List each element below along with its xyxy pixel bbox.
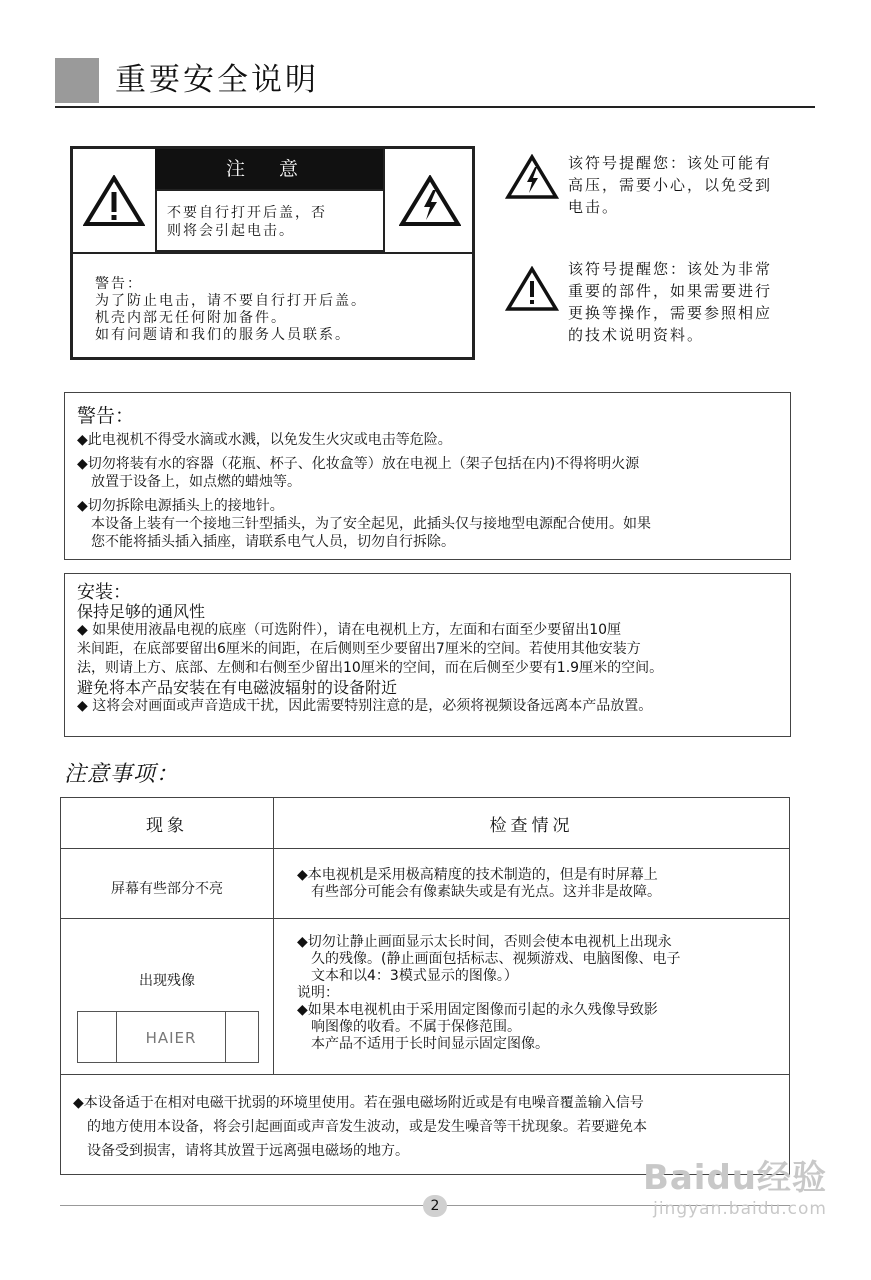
- warning-item-line: 您不能将插头插入插座，请联系电气人员，切勿自行拆除。: [91, 534, 455, 550]
- title-marker: [55, 58, 99, 103]
- table-header-phenomenon: 现象: [146, 816, 188, 836]
- caution-center-cell: [155, 149, 383, 252]
- warning-triangle-icon: [83, 175, 145, 227]
- table-cell-phenomenon: 屏幕有些部分不亮: [111, 881, 223, 897]
- warning-triangle-icon: [505, 266, 559, 312]
- caution-warning-line: 机壳内部无任何附加备件。: [95, 310, 287, 326]
- table-row-divider: [61, 1074, 789, 1075]
- caution-text: [155, 191, 383, 252]
- symbol-text-line: 该符号提醒您：该处为非常: [568, 260, 773, 278]
- table-cell-check: [297, 867, 661, 901]
- table-header-check: 检查情况: [489, 816, 574, 836]
- page-number: 2: [423, 1195, 447, 1217]
- check-line: 有些部分可能会有像素缺失或是有光点。这并非是故障。: [311, 884, 661, 900]
- watermark-brand: Baidu经验: [642, 1158, 827, 1198]
- install-line: 米间距，在底部要留出6厘米的间距，在后侧则至少要留出7厘米的空间。若使用其他安装方: [77, 641, 641, 657]
- high-voltage-icon: [505, 154, 559, 200]
- caution-text-line: 不要自行打开后盖，否: [167, 205, 327, 221]
- install-subheading: 保持足够的通风性: [77, 602, 206, 621]
- symbol-text-line: 更换等操作，需要参照相应: [568, 304, 773, 322]
- table-row-divider: [61, 918, 789, 919]
- warning-item-line: 本设备上装有一个接地三针型插头，为了安全起见，此插头仅与接地型电源配合使用。如果: [91, 516, 651, 532]
- table-footer-note: [73, 1091, 647, 1163]
- caution-box: [70, 146, 475, 360]
- symbol-important-text: [568, 258, 808, 346]
- symbol-important-explanation: [505, 258, 815, 348]
- footer-note-line: ◆本设备适于在相对电磁干扰弱的环境里使用。若在强电磁场附近或是有电噪音覆盖输入信号: [73, 1095, 644, 1111]
- footer-note-line: 的地方使用本设备，将会引起画面或声音发生波动，或是发生噪音等干扰现象。若要避免本: [87, 1119, 647, 1135]
- warning-item-line: ◆切勿拆除电源插头上的接地针。: [77, 498, 284, 514]
- warning-item: ◆此电视机不得受水滴或水溅，以免发生火灾或电击等危险。: [77, 432, 452, 448]
- warnings-list: [77, 431, 651, 557]
- watermark: [643, 1150, 827, 1219]
- title-divider: [55, 106, 815, 108]
- caution-right-cell: [383, 149, 474, 252]
- table-cell-check: [297, 934, 680, 1053]
- check-line: 久的残像。(静止画面包括标志、视频游戏、电脑图像、电子: [311, 951, 681, 967]
- symbol-text-line: 该符号提醒您：该处可能有: [568, 154, 773, 172]
- install-line: 法，则请上方、底部、左侧和右侧至少留出10厘米的空间，而在后侧至少要有1.9厘米的空间。: [77, 660, 664, 676]
- warning-item-line: 放置于设备上，如点燃的蜡烛等。: [91, 474, 301, 490]
- check-line: ◆如果本电视机由于采用固定图像而引起的永久残像导致影: [297, 1002, 658, 1018]
- check-line: 说明：: [297, 985, 339, 1001]
- high-voltage-icon: [399, 175, 461, 227]
- warning-item: [77, 497, 651, 551]
- check-line: 响图像的收看。不属于保修范围。: [311, 1019, 521, 1035]
- caution-left-cell: [73, 149, 157, 252]
- ghost-image-illustration: [77, 1011, 259, 1063]
- caution-text-line: 则将会引起电击。: [167, 223, 295, 239]
- caution-warning-line: 为了防止电击，请不要自行打开后盖。: [95, 293, 367, 309]
- symbol-text-line: 电击。: [568, 198, 620, 216]
- caution-warning-text: [73, 252, 472, 357]
- check-line: 文本和以4：3模式显示的图像。）: [311, 968, 518, 984]
- table-column-divider: [273, 798, 274, 1075]
- caution-warning-line: 警告：: [95, 276, 143, 292]
- warnings-heading: 警告：: [77, 405, 135, 427]
- page-title: 重要安全说明: [115, 62, 319, 98]
- symbol-text-line: 重要的部件，如果需要进行: [568, 282, 773, 300]
- watermark-url: jingyan.baidu.com: [653, 1199, 827, 1219]
- check-line: 本产品不适用于长时间显示固定图像。: [311, 1036, 549, 1052]
- footer-note-line: 设备受到损害，请将其放置于远离强电磁场的地方。: [87, 1143, 409, 1159]
- ghost-image-logo: HAIER: [116, 1011, 226, 1063]
- symbol-text-line: 高压，需要小心，以免受到: [568, 176, 773, 194]
- caution-warning-line: 如有问题请和我们的服务人员联系。: [95, 327, 351, 343]
- symbol-text-line: 的技术说明资料。: [568, 326, 705, 344]
- notes-table: [60, 797, 790, 1175]
- symbol-voltage-explanation: [505, 152, 815, 222]
- check-line: ◆切勿让静止画面显示太长时间，否则会使本电视机上出现永: [297, 934, 672, 950]
- notes-title: 注意事项：: [64, 762, 180, 787]
- install-line: ◆ 这将会对画面或声音造成干扰，因此需要特别注意的是，必须将视频设备远离本产品放置。: [77, 698, 653, 714]
- check-line: ◆本电视机是采用极高精度的技术制造的，但是有时屏幕上: [297, 867, 658, 883]
- install-subheading: 避免将本产品安装在有电磁波辐射的设备附近: [77, 678, 398, 697]
- install-heading: 安装：: [77, 582, 131, 603]
- warning-item: [77, 455, 651, 491]
- table-cell-phenomenon: 出现残像: [139, 973, 195, 989]
- install-content: [77, 583, 787, 716]
- install-section: [64, 573, 791, 737]
- warning-item-line: ◆切勿将装有水的容器（花瓶、杯子、化妆盒等）放在电视上（架子包括在内)不得将明火源: [77, 456, 640, 472]
- warnings-section: [64, 392, 791, 560]
- caution-header: 注 意: [155, 149, 383, 191]
- table-row-divider: [61, 848, 789, 849]
- symbol-voltage-text: [568, 152, 808, 218]
- install-line: ◆ 如果使用液晶电视的底座（可选附件），请在电视机上方，左面和右面至少要留出10厘: [77, 622, 622, 638]
